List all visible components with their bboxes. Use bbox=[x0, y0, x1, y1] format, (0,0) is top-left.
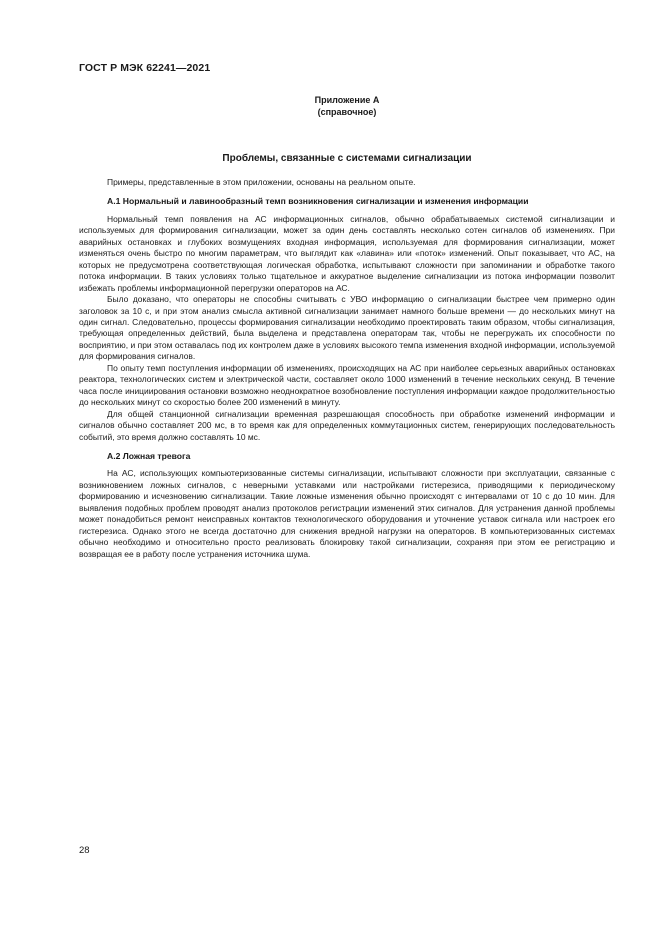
document-body bbox=[79, 177, 615, 560]
paragraph: Для общей станционной сигнализации временная разрешающая способность при обработке изменений информации и сигналов обычно составляет 200 мс, в то время как для определенных коммутационных систем, генерирующих последовательность событий, это время должно составлять 10 мс. bbox=[79, 408, 615, 442]
paragraph: Было доказано, что операторы не способны считывать с УВО информацию о сигнализации быстрее чем примерно один заголовок за 10 с, и при этом анализ смысла активной сигнализации занимает намного больше времени — до нескольких минут на один сигнал. Следовательно, процессы формирования сигнализации необходимо проектировать таким образом, чтобы сигнализация, требующая определенных действий, была выделена и представлена операторам так, чтобы не перегружать их способности по восприятию, и при этом оставалась под их контролем даже в условиях высокого темпа изменения входной информации, используемой для формирования сигналов. bbox=[79, 294, 615, 362]
paragraph: На АС, использующих компьютеризованные системы сигнализации, испытывают сложности при эксплуатации, связанные с возникновением ложных сигналов, с неверными уставками или настройками гистерезиса, приводящими к периодическому формированию и исчезновению сигнализации. Такие ложные изменения обычно происходят с интервалами от 10 с до 10 мин. Для выявления подобных проблем проводят анализ протоколов регистрации изменений этих сигналов. Для устранения данной проблемы может понадобиться ремонт неисправных контактов технологического оборудования и уточнение уставок сигнала или настроек его гистерезиса. Однако этого не всегда достаточно для снижения вредной нагрузки на операторов. В компьютеризованных системах обычно необходимо и относительно просто реализовать блокировку такой сигнализации, сохраняя при этом ее регистрацию и возвращая ее в работу после устранения источника шума. bbox=[79, 468, 615, 559]
page-title: Проблемы, связанные с системами сигнализации bbox=[222, 153, 472, 164]
paragraph: Нормальный темп появления на АС информационных сигналов, обычно обрабатываемых системой сигнализации и используемых для формирования сигнализации, может за один день составлять несколько сотен сигналов об изменениях. При аварийных остановках и глубоких возмущениях входная информация, используемая для формирования сигнализации, может изменяться очень быстро по многим параметрам, что выглядит как «лавина» или «поток» изменений. Опыт показывает, что АС, на которых не предусмотрена соответствующая логическая обработка, испытывают сложности при запоминании и обработке такого потока информации. В таких условиях только тщательное и аккуратное выделение сигнализации из потока информации позволит избежать проблемы информационной перегрузки операторов на АС. bbox=[79, 213, 615, 293]
standard-code: ГОСТ Р МЭК 62241—2021 bbox=[79, 62, 211, 74]
section-heading-a1: А.1 Нормальный и лавинообразный темп возникновения сигнализации и изменения информации bbox=[107, 196, 529, 207]
intro-paragraph: Примеры, представленные в этом приложении, основаны на реальном опыте. bbox=[107, 177, 416, 187]
appendix-label: Приложение А bbox=[314, 95, 380, 105]
appendix-type: (справочное) bbox=[317, 107, 377, 117]
page-number: 28 bbox=[79, 845, 90, 856]
paragraph: По опыту темп поступления информации об изменениях, происходящих на АС при наиболее серьезных аварийных остановках реактора, технологических систем и электрической части, составляет около 1000 изменений в течение нескольких секунд. В течение часа после инициирования остановки возможно неоднократное возобновление поступления информации каждое продолжительностью до нескольких минут со скоростью более 200 изменений в минуту. bbox=[79, 362, 615, 408]
section-heading-a2: А.2 Ложная тревога bbox=[107, 450, 191, 461]
